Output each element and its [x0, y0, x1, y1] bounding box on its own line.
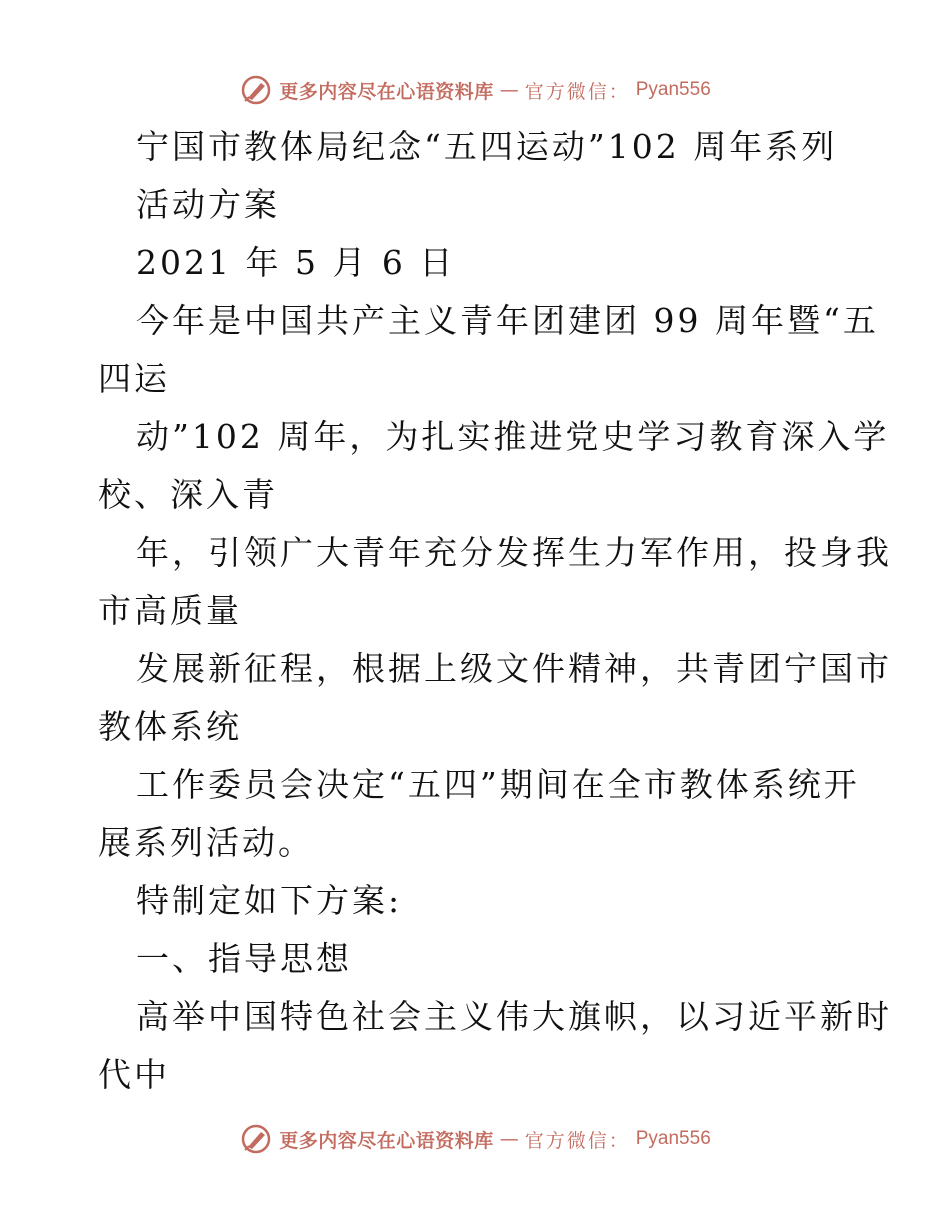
paragraph-line: 工作委员会决定“五四”期间在全市教体系统开 [136, 765, 860, 804]
title-line-1: 宁国市教体局纪念“五四运动”102 周年系列 [136, 127, 838, 166]
title-line-2: 活动方案 [136, 185, 280, 224]
paragraph-line: 代中 [98, 1055, 170, 1094]
watermark-dash: — [499, 1128, 519, 1150]
pen-logo-icon [239, 1122, 273, 1156]
watermark-footer [0, 1119, 950, 1159]
section-heading: 一、指导思想 [136, 939, 352, 978]
paragraph-line: 今年是中国共产主义青年团建团 99 周年暨“五 [136, 301, 879, 340]
watermark-main-text: 更多内容尽在心语资料库 [279, 80, 494, 103]
paragraph-line: 校、深入青 [98, 475, 278, 514]
watermark-wechat-label: 官方微信： [524, 80, 630, 103]
watermark-wechat-label: 官方微信： [524, 1129, 630, 1152]
paragraph-line: 特制定如下方案: [136, 881, 403, 920]
paragraph-line: 市高质量 [98, 591, 242, 630]
paragraph-line: 高举中国特色社会主义伟大旗帜，以习近平新时 [136, 997, 892, 1036]
paragraph-line: 动”102 周年，为扎实推进党史学习教育深入学 [136, 417, 890, 456]
document-body [98, 118, 892, 1104]
watermark-header [0, 70, 950, 110]
paragraph-line: 四运 [98, 359, 170, 398]
watermark-dash: — [499, 79, 519, 101]
watermark-wechat-id: Pyan556 [635, 1128, 711, 1149]
paragraph-line: 展系列活动。 [98, 823, 314, 862]
paragraph-line: 发展新征程，根据上级文件精神，共青团宁国市 [136, 649, 892, 688]
paragraph-line: 教体系统 [98, 707, 242, 746]
watermark-main-text: 更多内容尽在心语资料库 [279, 1129, 494, 1152]
watermark-wechat-id: Pyan556 [635, 79, 711, 100]
paragraph-line: 年，引领广大青年充分发挥生力军作用，投身我 [136, 533, 892, 572]
pen-logo-icon [239, 73, 273, 107]
date-line: 2021 年 5 月 6 日 [136, 243, 456, 282]
